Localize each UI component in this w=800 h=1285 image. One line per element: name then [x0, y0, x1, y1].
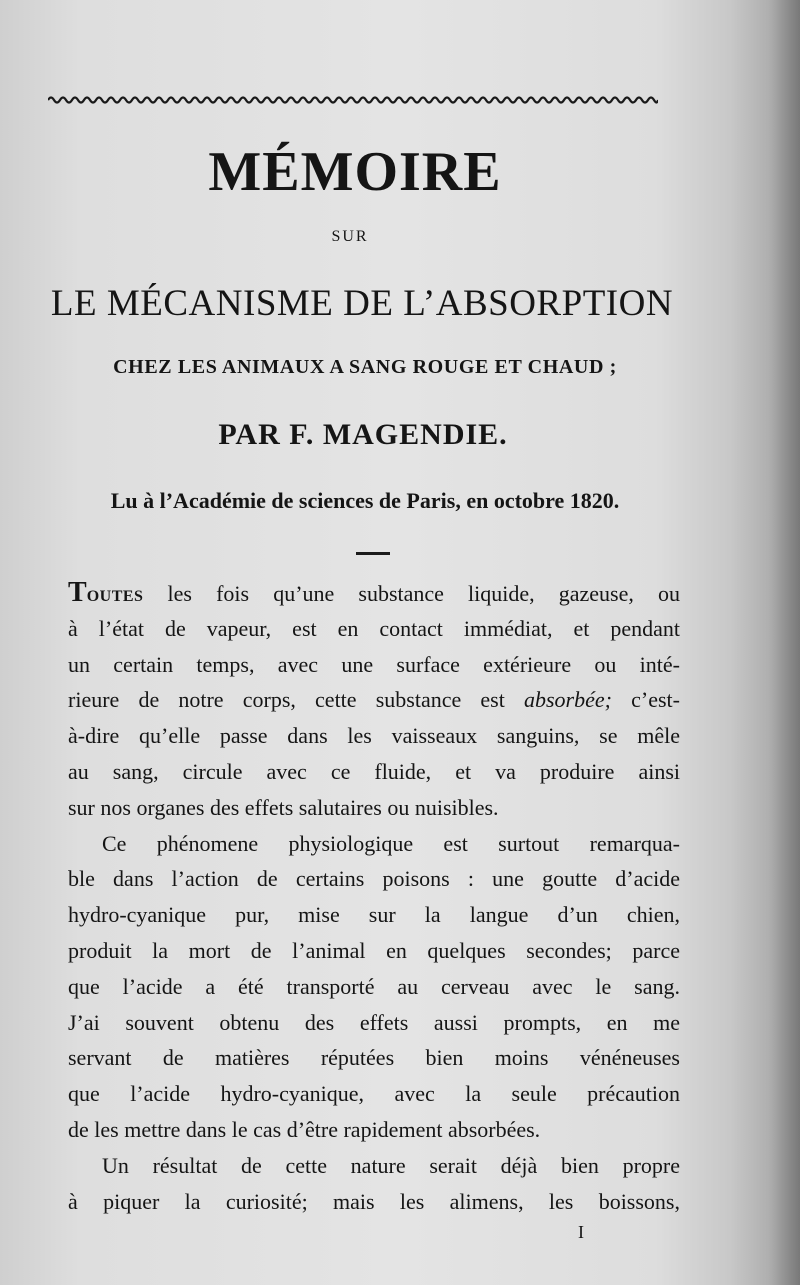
text-line: Ce phénomene physiologique est surtout remarqua- — [102, 830, 680, 856]
page-number: I — [578, 1222, 584, 1242]
text-line: produit la mort de l’animal en quelques secondes; parce — [68, 937, 680, 963]
text-line: que l’acide a été transporté au cerveau avec le sang. — [68, 973, 680, 999]
text-line: J’ai souvent obtenu des effets aussi prompts, en me — [68, 1009, 680, 1035]
body-text — [68, 575, 680, 1219]
text-line: Un résultat de cette nature serait déjà bien propre — [102, 1152, 680, 1178]
text-line: sur nos organes des effets salutaires ou nuisibles. — [68, 794, 499, 820]
text-line: à l’état de vapeur, est en contact immédiat, et pendant — [68, 615, 680, 641]
text-line: hydro-cyanique pur, mise sur la langue d’un chien, — [68, 902, 680, 928]
small-caps-word: OUTES — [86, 588, 144, 605]
document-title: MÉMOIRE — [208, 141, 502, 203]
text-line: que l’acide hydro-cyanique, avec la seule précaution — [68, 1081, 680, 1107]
text-line: de les mettre dans le cas d’être rapidement absorbées. — [68, 1116, 541, 1142]
page-shadow — [730, 0, 800, 1285]
document-subtitle-line2: CHEZ LES ANIMAUX A SANG ROUGE ET CHAUD ; — [113, 356, 617, 378]
text-line: rieure de notre corps, cette substance est absorbée; c’est- — [68, 687, 680, 713]
text-line: servant de matières réputées bien moins vénéneuses — [68, 1045, 680, 1071]
text-line: à piquer la curiosité; mais les alimens, les boissons, — [68, 1188, 680, 1214]
text-line: à-dire qu’elle passe dans les vaisseaux sanguins, se mêle — [68, 723, 680, 749]
drop-capital: T — [68, 577, 87, 608]
text-line: ble dans l’action de certains poisons : une goutte d’acide — [68, 866, 680, 892]
text-line: un certain temps, avec une surface extérieure ou inté- — [68, 651, 680, 677]
title-preposition: SUR — [331, 228, 369, 245]
text-line: TOUTES les fois qu’une substance liquide, gazeuse, ou — [68, 577, 680, 608]
author-line: PAR F. MAGENDIE. — [218, 418, 508, 451]
ornamental-rule — [48, 94, 658, 106]
presentation-note: Lu à l’Académie de sciences de Paris, en octobre 1820. — [110, 488, 620, 513]
text-line: au sang, circule avec ce fluide, et va produire ainsi — [68, 758, 680, 784]
separator-rule — [356, 552, 390, 555]
italic-term: absorbée; — [524, 687, 612, 713]
document-subtitle: LE MÉCANISME DE L’ABSORPTION — [50, 283, 674, 324]
